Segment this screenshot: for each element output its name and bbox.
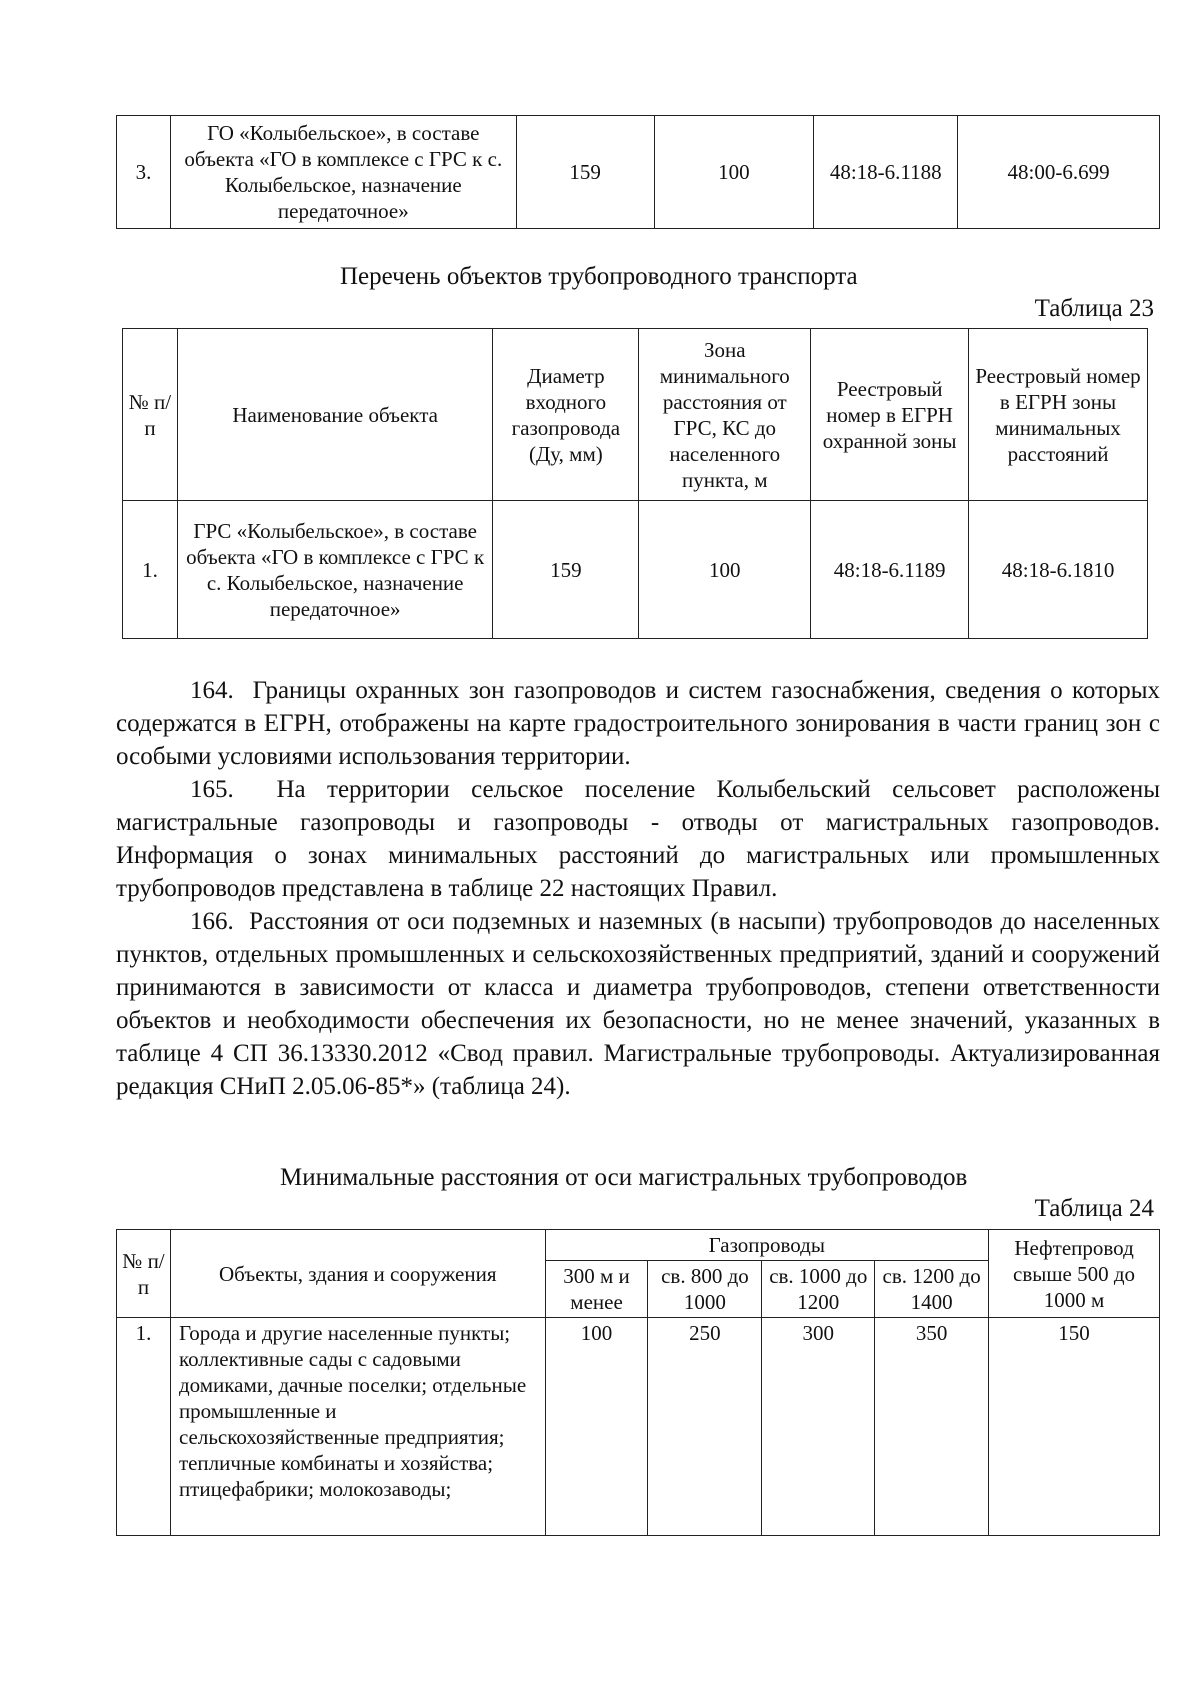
header-gas-1000-1200: св. 1000 до 1200	[762, 1261, 875, 1318]
gas-300-value: 100	[545, 1318, 648, 1536]
oil-value: 150	[989, 1318, 1160, 1536]
table-24-caption: Минимальные расстояния от оси магистральных трубопроводов	[280, 1164, 968, 1191]
object-name: ГО «Колыбельское», в составе объекта «ГО в комплексе с ГРС к с. Колыбельское, назначение передаточное»	[170, 116, 516, 229]
objects-description: Города и другие населенные пункты; коллективные сады с садовыми домиками, дачные поселки; отдельные промышленные и сельскохозяйственные предприятия; тепличные комбинаты и хозяйства; птицефабрики; молокозаводы;	[170, 1318, 545, 1536]
paragraph-164: 164. Границы охранных зон газопроводов и систем газоснабжения, сведения о которых содержатся в ЕГРН, отображены на карте градостроительного зонирования в части границ зон с особыми условиями использования территории.	[116, 677, 1160, 770]
table-header-row	[117, 1230, 1160, 1261]
row-number: 3.	[117, 116, 171, 229]
gas-1200-1400-value: 350	[875, 1318, 989, 1536]
header-oil-pipeline: Нефтепровод свыше 500 до 1000 м	[989, 1230, 1160, 1318]
body-paragraphs	[116, 674, 1160, 1103]
table-row	[117, 1318, 1160, 1536]
header-number: № п/п	[123, 329, 178, 501]
table-23-caption: Перечень объектов трубопроводного транспорта	[340, 263, 858, 290]
header-gas-pipelines: Газопроводы	[545, 1230, 988, 1261]
row-number: 1.	[123, 501, 178, 639]
gas-800-1000-value: 250	[648, 1318, 762, 1536]
table-22-continuation	[116, 115, 1160, 229]
diameter-value: 159	[493, 501, 639, 639]
header-diameter: Диаметр входного газопровода (Ду, мм)	[493, 329, 639, 501]
zone-value: 100	[654, 116, 814, 229]
header-registry-min: Реестровый номер в ЕГРН зоны минимальных расстояний	[969, 329, 1148, 501]
table-23	[122, 328, 1148, 639]
gas-1000-1200-value: 300	[762, 1318, 875, 1536]
zone-value: 100	[639, 501, 811, 639]
table-24	[116, 1229, 1160, 1536]
table-row	[117, 116, 1160, 229]
header-zone: Зона минимального расстояния от ГРС, КС до населенного пункта, м	[639, 329, 811, 501]
table-23-label: Таблица 23	[1034, 295, 1154, 322]
header-gas-1200-1400: св. 1200 до 1400	[875, 1261, 989, 1318]
header-object-name: Наименование объекта	[177, 329, 493, 501]
table-24-label: Таблица 24	[1034, 1195, 1154, 1222]
registry-protection-zone: 48:18-6.1188	[814, 116, 958, 229]
object-name: ГРС «Колыбельское», в составе объекта «ГО в комплексе с ГРС к с. Колыбельское, назначение передаточное»	[177, 501, 493, 639]
header-registry-protection: Реестровый номер в ЕГРН охранной зоны	[811, 329, 969, 501]
registry-min-distance-zone: 48:18-6.1810	[969, 501, 1148, 639]
diameter-value: 159	[516, 116, 654, 229]
header-number: № п/п	[117, 1230, 171, 1318]
header-objects: Объекты, здания и сооружения	[170, 1230, 545, 1318]
registry-protection-zone: 48:18-6.1189	[811, 501, 969, 639]
row-number: 1.	[117, 1318, 171, 1536]
header-gas-800-1000: св. 800 до 1000	[648, 1261, 762, 1318]
registry-min-distance-zone: 48:00-6.699	[958, 116, 1160, 229]
table-header-row	[123, 329, 1148, 501]
paragraph-166: 166. Расстояния от оси подземных и наземных (в насыпи) трубопроводов до населенных пунктов, отдельных промышленных и сельскохозяйственных предприятий, зданий и сооружений принимаются в зависимости от класса и диаметра трубопроводов, степени ответственности объектов и необходимости обеспечения их безопасности, но не менее значений, указанных в таблице 4 СП 36.13330.2012 «Свод правил. Магистральные трубопроводы. Актуализированная редакция СНиП 2.05.06-85*» (таблица 24).	[116, 908, 1160, 1100]
table-row	[123, 501, 1148, 639]
header-gas-300: 300 м и менее	[545, 1261, 648, 1318]
paragraph-165: 165. На территории сельское поселение Колыбельский сельсовет расположены магистральные газопроводы и газопроводы - отводы от магистральных газопроводов. Информация о зонах минимальных расстояний до магистральных или промышленных трубопроводов представлена в таблице 22 настоящих Правил.	[116, 776, 1160, 902]
